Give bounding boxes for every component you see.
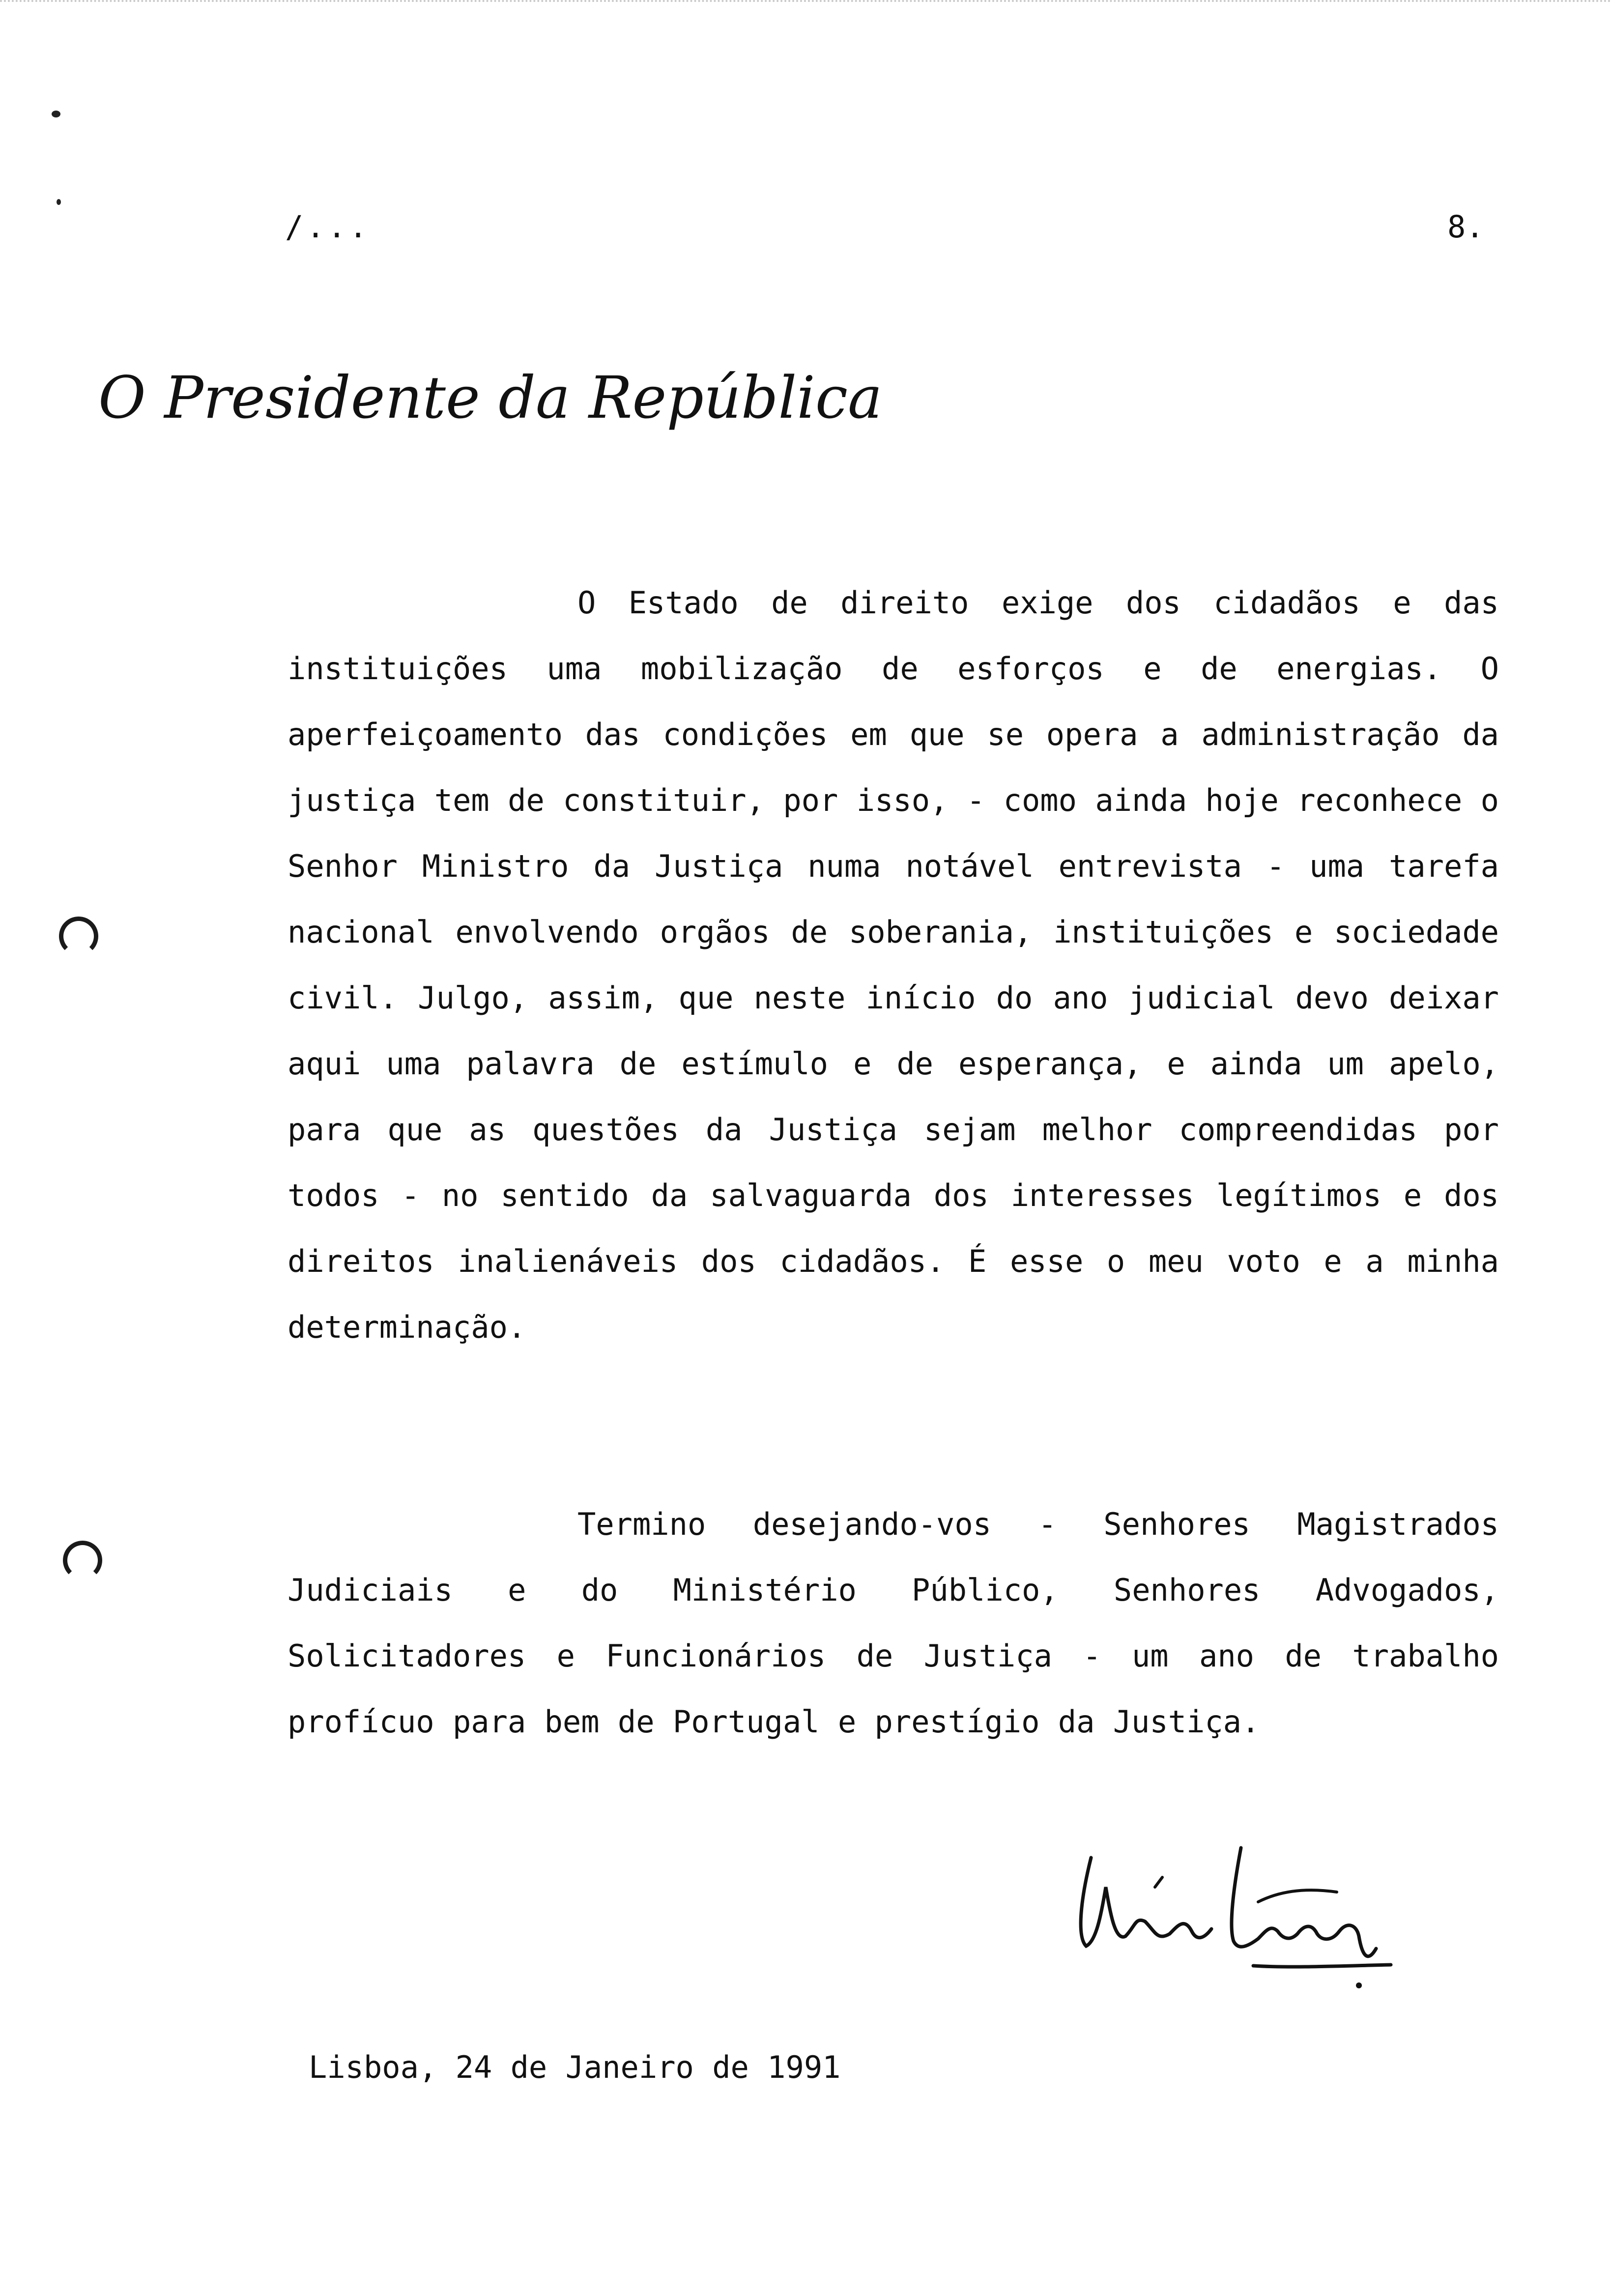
ink-speck [52,111,60,117]
body-paragraph-2: Termino desejando-vos - Senhores Magistrados Judiciais e do Ministério Público, Senhores Advogados, Solicitadores e Funcionários de Justiça - um ano de trabalho profícuo para bem de Portugal e prestígio da Justiça. [288,1506,1499,1740]
body-paragraph-1: O Estado de direito exige dos cidadãos e das instituições uma mobilização de esforços e de energias. O aperfeiçoamento das condições em que se opera a administração da justiça tem de constituir, por isso, - como ainda hoje reconhece o Senhor Ministro da Justiça numa notável entrevista - uma tarefa nacional envolvendo orgãos de soberania, instituições e sociedade civil. Julgo, assim, que neste início do ano judicial devo deixar aqui uma palavra de estímulo e de esperança, e ainda um apelo, para que as questões da Justiça sejam melhor compreendidas por todos - no sentido da salvaguarda dos interesses legítimos e dos direitos inalienáveis dos cidadãos. É esse o meu voto e a minha determinação. [288,585,1499,1345]
punch-hole-upper [59,917,98,956]
punch-hole-lower [63,1541,102,1580]
svg-text:O Presidente da República: O Presidente da República [98,364,883,431]
page-number: 8. [1447,209,1484,245]
date-line: Lisboa, 24 de Janeiro de 1991 [309,2049,841,2085]
page-top-edge [0,0,1612,5]
ink-speck [57,199,61,205]
handwritten-signature [1071,1818,1415,2005]
letterhead-script [93,344,883,462]
continuation-mark: /... [285,209,371,245]
